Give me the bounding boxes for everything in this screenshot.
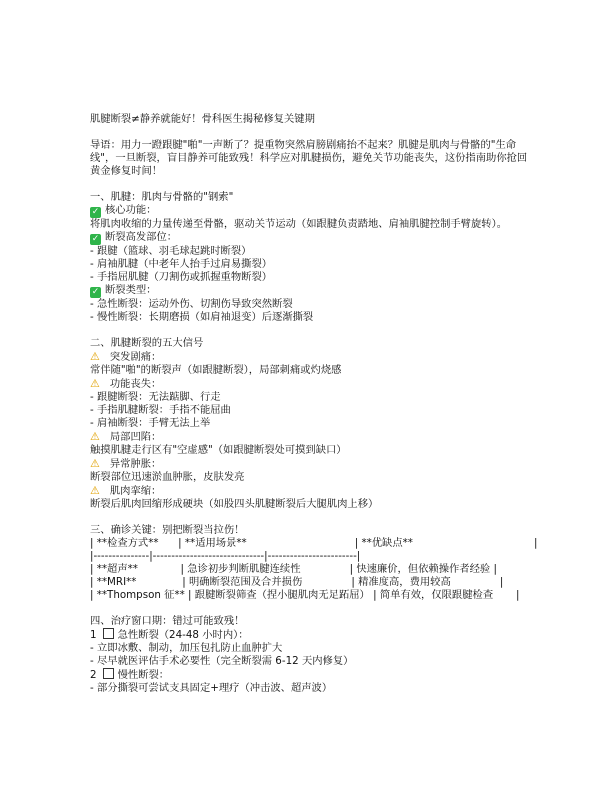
- list-item: - 尽早就医评估手术必要性（完全断裂需 6-12 天内修复）: [90, 655, 354, 667]
- core-function-text: 将肌肉收缩的力量传递至骨骼，驱动关节运动（如跟腱负责踏地、肩袖肌腱控制手臂旋转）。: [90, 218, 508, 230]
- list-item: - 慢性断裂：长期磨损（如肩袖退变）后逐渐撕裂: [90, 311, 314, 323]
- list-item: - 肩袖肌腱（中老年人抬手过肩易撕裂）: [90, 258, 273, 270]
- signal-1-label-line: ⚠ 突发剧痛：: [90, 350, 162, 363]
- signal-3-label-line: ⚠ 局部凹陷：: [90, 430, 162, 443]
- table-row: | **超声** | 急诊初步判断肌腱连续性 | 快速廉价，但依赖操作者经验 |: [90, 563, 497, 575]
- section-3-heading: 三、确诊关键：别把断裂当拉伤！: [90, 524, 245, 536]
- list-item: - 部分撕裂可尝试支具固定+理疗（冲击波、超声波）: [90, 682, 333, 694]
- signal-3-text: 触摸肌腱走行区有"空虚感"（如跟腱断裂处可摸到缺口）: [90, 444, 347, 456]
- core-function-label-line: ✓ 核心功能：: [91, 204, 157, 217]
- warning-icon: ⚠: [90, 350, 100, 363]
- document-title: 肌腱断裂≠静养就能好！骨科医生揭秘修复关键期: [90, 113, 315, 125]
- signal-5-text: 断裂后肌肉回缩形成硬块（如股四头肌腱断裂后大腿肌肉上移）: [90, 498, 379, 510]
- signal-4-label-line: ⚠ 异常肿胀：: [90, 457, 162, 470]
- warning-icon: ⚠: [90, 484, 100, 497]
- chronic-rupture-label-line: 2 慢性断裂：: [90, 669, 170, 681]
- section-2-heading: 二、肌腱断裂的五大信号: [90, 337, 204, 349]
- check-mark-icon: ✓: [91, 207, 100, 217]
- rupture-types-label-line: ✓ 断裂类型：: [91, 284, 157, 297]
- list-item: - 跟腱（篮球、羽毛球起跳时断裂）: [90, 245, 252, 257]
- table-row: |---------------|------------------------------|------------------------|: [90, 550, 361, 562]
- rupture-sites-label-line: ✓ 断裂高发部位：: [91, 231, 178, 244]
- list-item: - 肩袖断裂：手臂无法上举: [90, 417, 211, 429]
- list-item: - 手指屈肌腱（刀割伤或抓握重物断裂）: [90, 271, 273, 283]
- section-4-heading: 四、治疗窗口期：错过可能致残！: [90, 615, 245, 627]
- intro-paragraph: 导语：用力一蹬跟腱"啪"一声断了？提重物突然肩膀剧痛抬不起来？肌腱是肌肉与骨骼的"生命线"，一旦断裂，盲目静养可能致残！科学应对肌腱损伤，避免关节功能丧失，这份指南助你抢回黄金修复时间！: [90, 139, 528, 177]
- table-row: | **检查方式** | **适用场景** | **优缺点** |: [90, 537, 538, 549]
- empty-checkbox-icon: [103, 628, 114, 639]
- document-body: [90, 113, 538, 695]
- warning-icon: ⚠: [90, 457, 100, 470]
- table-row: | **Thompson 征** | 跟腱断裂筛查（捏小腿肌肉无足跖屈） | 简单有效，仅限跟腱检查 |: [90, 589, 520, 601]
- list-item: - 急性断裂：运动外伤、切割伤导致突然断裂: [90, 298, 293, 310]
- signal-5-label-line: ⚠ 肌肉挛缩：: [90, 484, 162, 497]
- signal-1-text: 常伴随"啪"的断裂声（如跟腱断裂），局部刺痛或灼烧感: [90, 364, 342, 376]
- warning-icon: ⚠: [90, 430, 100, 443]
- table-row: | **MRI** | 明确断裂范围及合并损伤 | 精准度高，费用较高 |: [90, 576, 504, 588]
- list-item: - 手指肌腱断裂：手指不能屈曲: [90, 404, 231, 416]
- signal-2-label-line: ⚠ 功能丧失：: [90, 377, 162, 390]
- section-1-heading: 一、肌腱：肌肉与骨骼的"钢索": [90, 191, 234, 203]
- acute-rupture-label-line: 1 急性断裂（24-48 小时内）：: [90, 629, 249, 641]
- check-mark-icon: ✓: [91, 234, 100, 244]
- list-item: - 跟腱断裂：无法踮脚、行走: [90, 391, 221, 403]
- warning-icon: ⚠: [90, 377, 100, 390]
- empty-checkbox-icon: [103, 668, 114, 679]
- list-item: - 立即冰敷、制动，加压包扎防止血肿扩大: [90, 642, 283, 654]
- signal-4-text: 断裂部位迅速淤血肿胀，皮肤发亮: [90, 471, 245, 483]
- check-mark-icon: ✓: [91, 287, 100, 297]
- diagnosis-table: [90, 537, 538, 602]
